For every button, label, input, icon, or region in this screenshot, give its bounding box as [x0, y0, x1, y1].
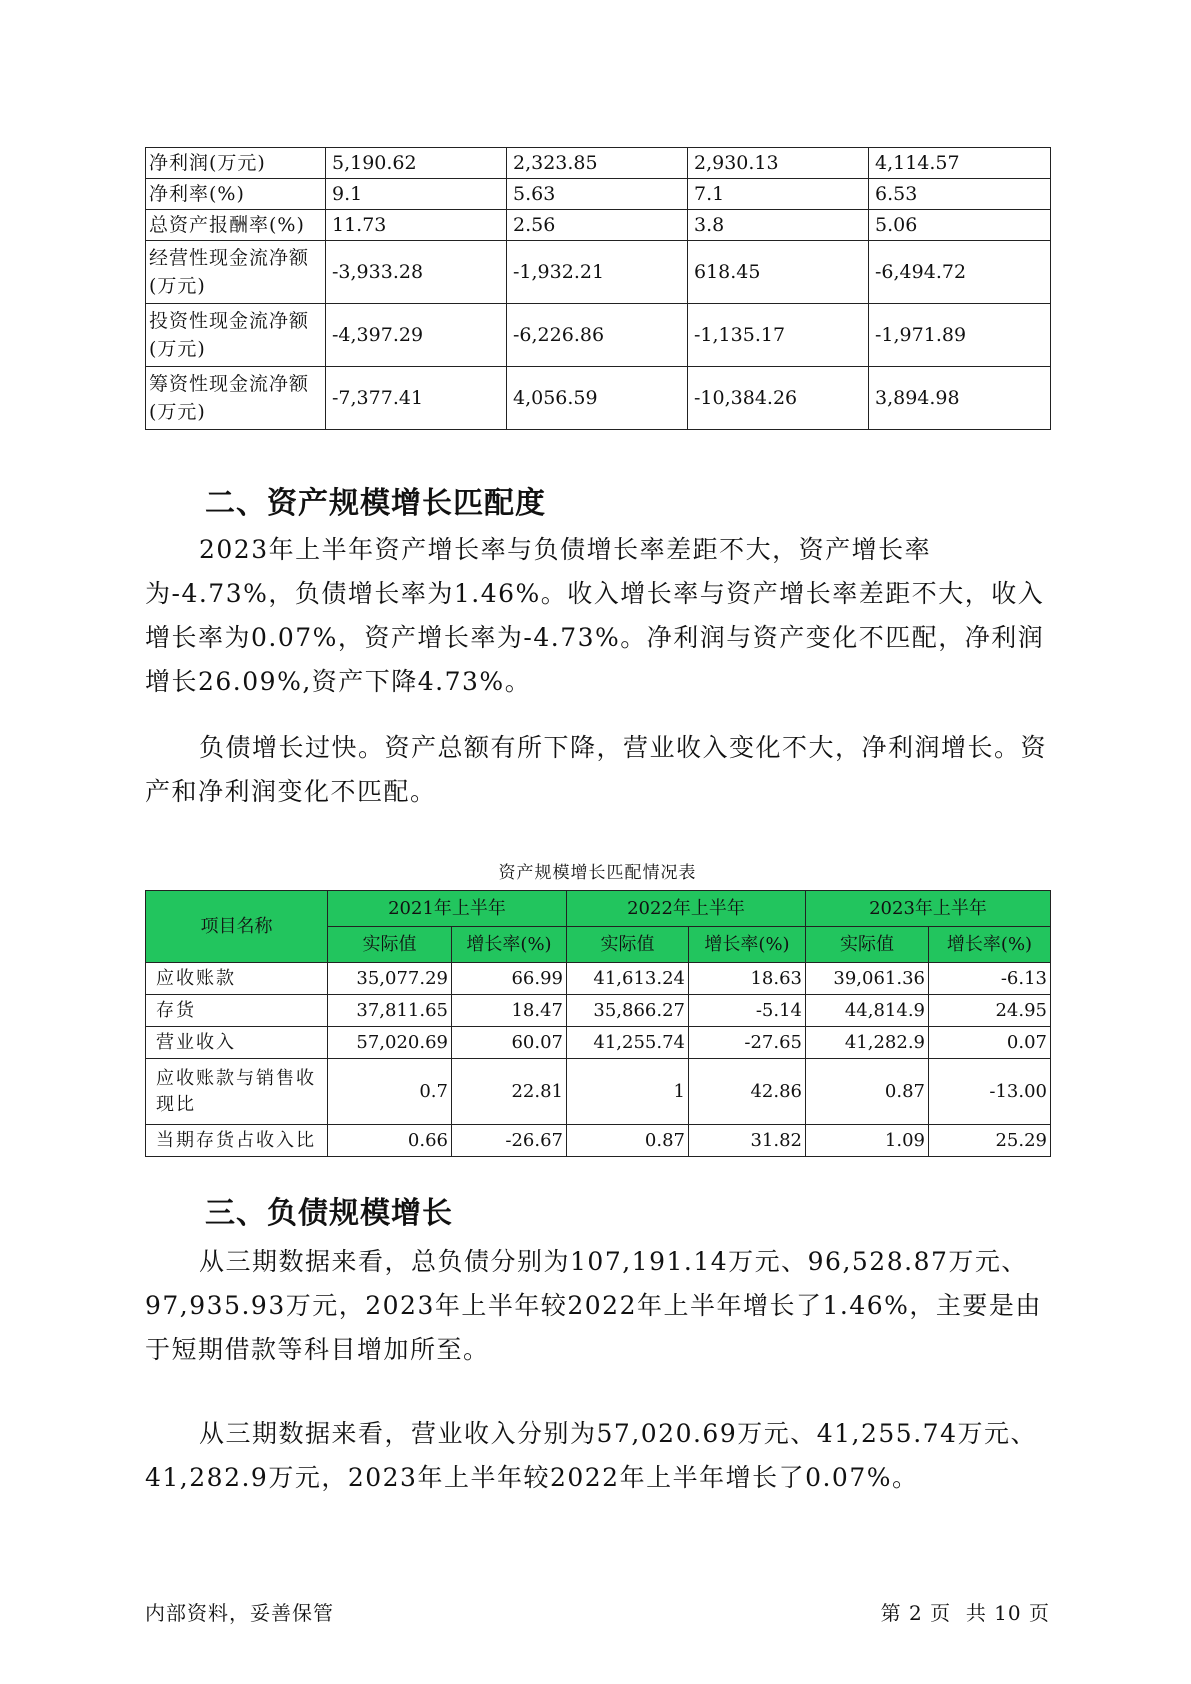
- row-label: 存货: [146, 995, 328, 1027]
- item-name-header: 项目名称: [146, 891, 328, 963]
- paragraph-text: 从三期数据来看，总负债分别为107,191.14万元、96,528.87万元、97,935.93万元，2023年上半年较2022年上半年增长了1.46%，主要是由于短期借款等科目增加所至。: [145, 1247, 1042, 1364]
- table-cell: 66.99: [452, 963, 567, 995]
- table-cell: -13.00: [929, 1059, 1051, 1125]
- table-row: [146, 1125, 1051, 1157]
- period-header: 2023年上半年: [806, 891, 1051, 927]
- row-label: 应收账款: [146, 963, 328, 995]
- table-cell: 18.47: [452, 995, 567, 1027]
- table-cell: 11.73: [326, 210, 507, 241]
- table-cell: 57,020.69: [328, 1027, 452, 1059]
- paragraph-text: 2023年上半年资产增长率与负债增长率差距不大，资产增长率为-4.73%，负债增长率为1.46%。收入增长率与资产增长率差距不大，收入增长率为0.07%，资产增长率为-4.73%。净利润与资产变化不匹配，净利润增长26.09%,资产下降4.73%。: [145, 535, 1045, 696]
- table-cell: -4,397.29: [326, 304, 507, 367]
- table-cell: 18.63: [689, 963, 806, 995]
- table-row: [146, 241, 1051, 304]
- table-cell: 25.29: [929, 1125, 1051, 1157]
- actual-header: 实际值: [328, 927, 452, 963]
- table-row: [146, 995, 1051, 1027]
- growth-header: 增长率(%): [689, 927, 806, 963]
- paragraph-text: 从三期数据来看，营业收入分别为57,020.69万元、41,255.74万元、41,282.9万元，2023年上半年较2022年上半年增长了0.07%。: [145, 1419, 1037, 1492]
- table-cell: 5.06: [869, 210, 1051, 241]
- table-cell: 4,056.59: [507, 367, 688, 430]
- table-cell: 2,930.13: [688, 148, 869, 179]
- growth-header: 增长率(%): [452, 927, 567, 963]
- row-label: 投资性现金流净额(万元): [146, 304, 326, 367]
- page-number: 第 2 页 共 10 页: [880, 1601, 1050, 1625]
- paragraph: [145, 1412, 1065, 1500]
- table-cell: 5.63: [507, 179, 688, 210]
- table-cell: 0.7: [328, 1059, 452, 1125]
- table-cell: 7.1: [688, 179, 869, 210]
- asset-growth-match-table: [145, 890, 1051, 1157]
- table-cell: -7,377.41: [326, 367, 507, 430]
- table-cell: 44,814.9: [806, 995, 929, 1027]
- table-cell: 35,866.27: [567, 995, 689, 1027]
- row-label: 营业收入: [146, 1027, 328, 1059]
- table-cell: -3,933.28: [326, 241, 507, 304]
- table-row: [146, 1059, 1051, 1125]
- row-label: 当期存货占收入比: [146, 1125, 328, 1157]
- table-cell: 37,811.65: [328, 995, 452, 1027]
- table-cell: 42.86: [689, 1059, 806, 1125]
- table-cell: -6,494.72: [869, 241, 1051, 304]
- table-caption: 资产规模增长匹配情况表: [498, 863, 697, 883]
- table-cell: 2.56: [507, 210, 688, 241]
- table-cell: 35,077.29: [328, 963, 452, 995]
- financial-indicators-table: [145, 147, 1051, 430]
- paragraph: [145, 528, 1065, 704]
- table-row: [146, 1027, 1051, 1059]
- actual-header: 实际值: [567, 927, 689, 963]
- row-label: 应收账款与销售收现比: [146, 1059, 328, 1125]
- table-cell: 0.07: [929, 1027, 1051, 1059]
- row-label: 筹资性现金流净额(万元): [146, 367, 326, 430]
- table-row: [146, 304, 1051, 367]
- table-cell: 24.95: [929, 995, 1051, 1027]
- table-cell: 31.82: [689, 1125, 806, 1157]
- table-cell: 60.07: [452, 1027, 567, 1059]
- table-cell: 41,613.24: [567, 963, 689, 995]
- table-cell: 1: [567, 1059, 689, 1125]
- table-cell: -1,932.21: [507, 241, 688, 304]
- table-cell: 0.87: [806, 1059, 929, 1125]
- table-cell: 0.87: [567, 1125, 689, 1157]
- table-cell: 1.09: [806, 1125, 929, 1157]
- row-label: 经营性现金流净额(万元): [146, 241, 326, 304]
- table-row: [146, 963, 1051, 995]
- table-cell: 5,190.62: [326, 148, 507, 179]
- table-cell: 4,114.57: [869, 148, 1051, 179]
- growth-header: 增长率(%): [929, 927, 1051, 963]
- table-cell: -1,971.89: [869, 304, 1051, 367]
- row-label: 总资产报酬率(%): [146, 210, 326, 241]
- table-cell: 41,255.74: [567, 1027, 689, 1059]
- table-row: [146, 179, 1051, 210]
- table-row: [146, 210, 1051, 241]
- table-cell: -26.67: [452, 1125, 567, 1157]
- paragraph: [145, 1240, 1065, 1372]
- table-cell: 6.53: [869, 179, 1051, 210]
- table-cell: 39,061.36: [806, 963, 929, 995]
- period-header: 2022年上半年: [567, 891, 806, 927]
- table-cell: 41,282.9: [806, 1027, 929, 1059]
- table-row: [146, 148, 1051, 179]
- table-cell: 3.8: [688, 210, 869, 241]
- section-heading: 三、负债规模增长: [205, 1196, 453, 1231]
- period-header: 2021年上半年: [328, 891, 567, 927]
- section-heading: 二、资产规模增长匹配度: [205, 486, 546, 521]
- row-label: 净利润(万元): [146, 148, 326, 179]
- table-cell: -6,226.86: [507, 304, 688, 367]
- table-cell: 9.1: [326, 179, 507, 210]
- table-cell: 0.66: [328, 1125, 452, 1157]
- table-cell: 2,323.85: [507, 148, 688, 179]
- table-cell: 3,894.98: [869, 367, 1051, 430]
- table-cell: 618.45: [688, 241, 869, 304]
- actual-header: 实际值: [806, 927, 929, 963]
- table-row: [146, 367, 1051, 430]
- table-cell: -27.65: [689, 1027, 806, 1059]
- table-header-row: [146, 891, 1051, 927]
- paragraph-text: 负债增长过快。资产总额有所下降，营业收入变化不大，净利润增长。资产和净利润变化不匹配。: [145, 733, 1048, 806]
- row-label: 净利率(%): [146, 179, 326, 210]
- table-cell: -5.14: [689, 995, 806, 1027]
- paragraph: [145, 726, 1065, 814]
- table-cell: -6.13: [929, 963, 1051, 995]
- table-cell: -10,384.26: [688, 367, 869, 430]
- table-cell: 22.81: [452, 1059, 567, 1125]
- table-cell: -1,135.17: [688, 304, 869, 367]
- footer-left: 内部资料，妥善保管: [145, 1601, 334, 1625]
